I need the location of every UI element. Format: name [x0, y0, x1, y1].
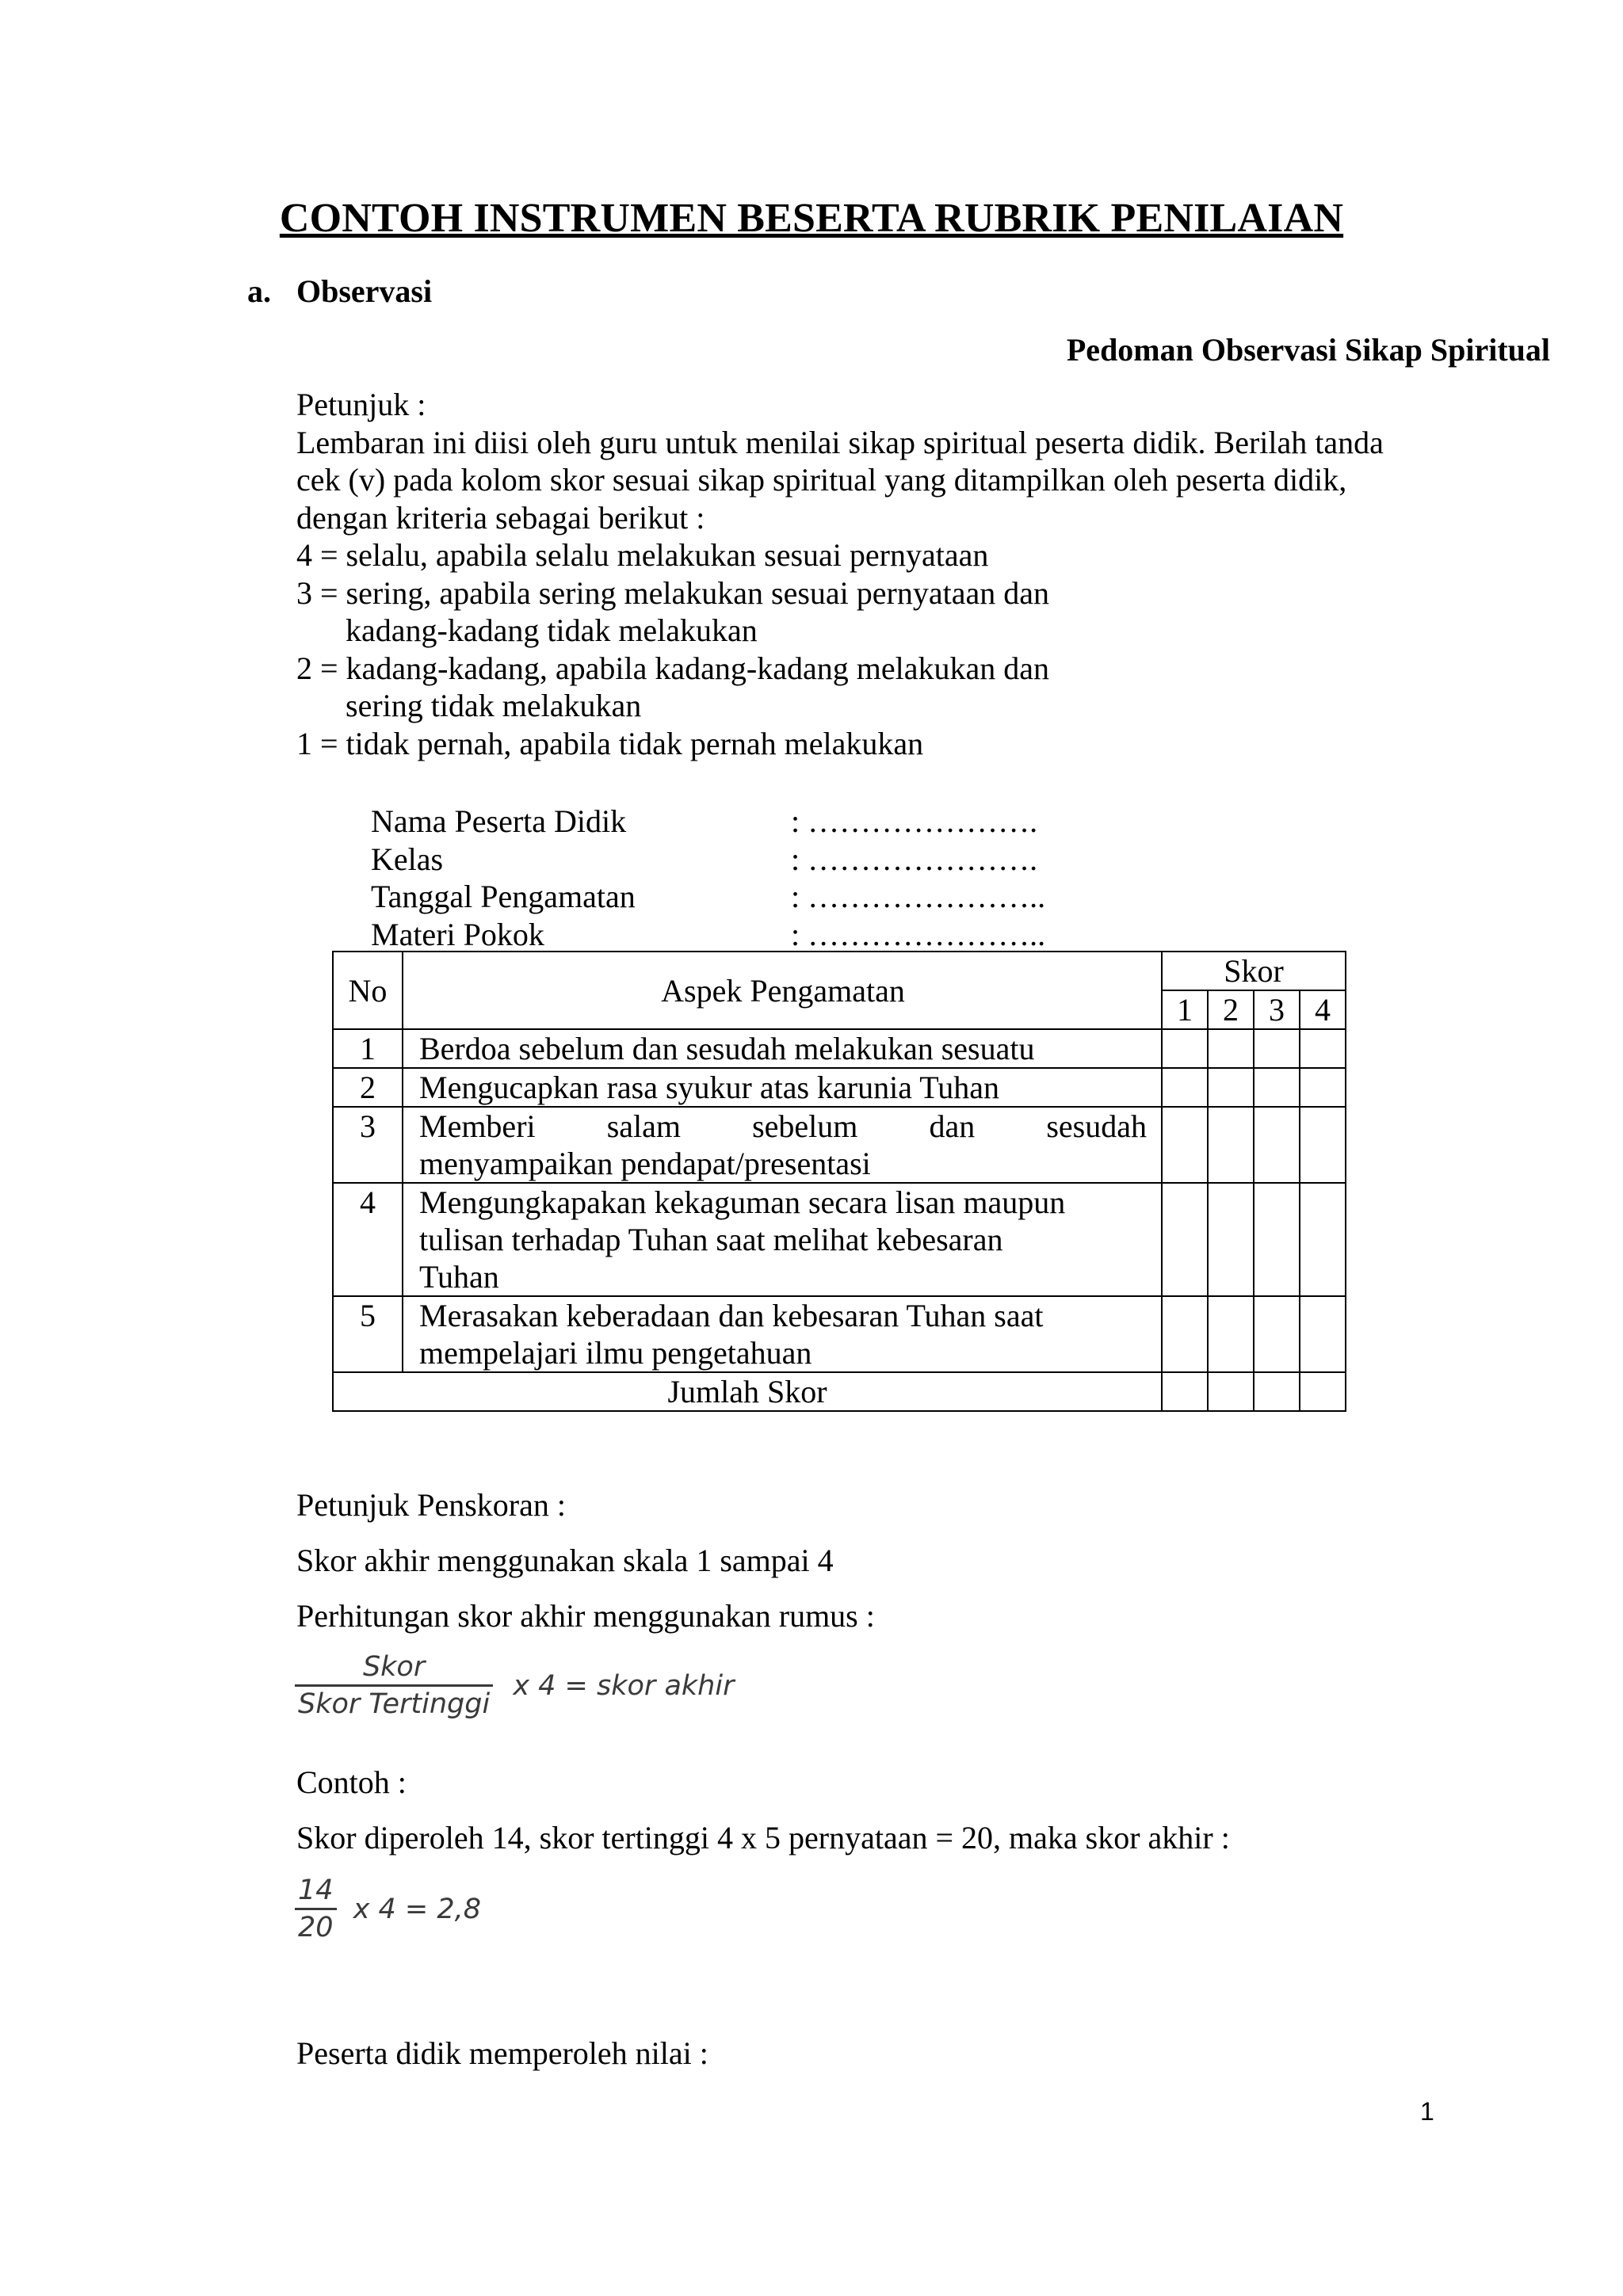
table-row [333, 1029, 1346, 1068]
row-aspek [403, 1068, 1162, 1107]
aspek-line: mempelajari ilmu pengetahuan [419, 1335, 812, 1371]
aspek-line: menyampaikan pendapat/presentasi [419, 1146, 871, 1181]
example-heading: Contoh : [296, 1764, 407, 1800]
scoring-scale: Skor akhir menggunakan skala 1 sampai 4 [296, 1543, 834, 1578]
score-cell[interactable] [1254, 1068, 1300, 1107]
example-denominator: 20 [295, 1908, 337, 1943]
formula-fraction [295, 1651, 493, 1720]
identity-fields [371, 803, 1045, 953]
score-cell[interactable] [1208, 1029, 1254, 1068]
header-skor-col: 1 [1162, 990, 1208, 1029]
field-label: Tanggal Pengamatan [371, 879, 636, 914]
row-number: 1 [333, 1029, 403, 1068]
table-row [333, 1296, 1346, 1372]
field-value: : …………………. [791, 803, 1038, 839]
table-row [333, 1068, 1346, 1107]
instructions-heading: Petunjuk : [296, 387, 426, 422]
total-score-cell[interactable] [1208, 1372, 1254, 1411]
total-score-cell[interactable] [1254, 1372, 1300, 1411]
header-skor: Skor [1162, 952, 1346, 990]
observation-table [332, 951, 1346, 1412]
row-number: 5 [333, 1296, 403, 1372]
aspek-line: Tuhan [419, 1259, 499, 1295]
field-label: Nama Peserta Didik [371, 803, 627, 839]
row-aspek [403, 1107, 1162, 1183]
field-value: : …………………. [791, 841, 1038, 877]
instructions-block [296, 386, 1384, 762]
field-row [371, 878, 1045, 916]
total-score-cell[interactable] [1300, 1372, 1346, 1411]
instructions-line: Lembaran ini diisi oleh guru untuk menilai sikap spiritual peserta didik. Berilah tanda [296, 424, 1384, 460]
score-cell[interactable] [1208, 1183, 1254, 1296]
table-footer-row [333, 1372, 1346, 1411]
row-number: 3 [333, 1107, 403, 1183]
score-cell[interactable] [1300, 1183, 1346, 1296]
section-subtitle: Pedoman Observasi Sikap Spiritual [1066, 332, 1550, 368]
section-label: Observasi [296, 273, 433, 309]
formula-rest: x 4 = skor akhir [513, 1669, 735, 1702]
score-cell[interactable] [1208, 1107, 1254, 1183]
result-text: Peserta didik memperoleh nilai : [296, 2035, 708, 2071]
score-cell[interactable] [1162, 1068, 1208, 1107]
row-number: 2 [333, 1068, 403, 1107]
score-cell[interactable] [1300, 1068, 1346, 1107]
field-row [371, 803, 1045, 841]
field-label: Kelas [371, 841, 444, 877]
formula-equation [295, 1651, 734, 1720]
row-aspek [403, 1296, 1162, 1372]
score-cell[interactable] [1300, 1107, 1346, 1183]
aspek-line: Mengucapkan rasa syukur atas karunia Tuhan [419, 1070, 1000, 1105]
score-cell[interactable] [1162, 1107, 1208, 1183]
criteria-line: 2 = kadang-kadang, apabila kadang-kadang melakukan dan [296, 650, 1049, 686]
score-cell[interactable] [1162, 1029, 1208, 1068]
aspek-line: tulisan terhadap Tuhan saat melihat kebesaran [419, 1222, 1003, 1257]
row-aspek [403, 1029, 1162, 1068]
row-number: 4 [333, 1183, 403, 1296]
table-row [333, 1183, 1346, 1296]
aspek-line: Mengungkapakan kekaguman secara lisan maupun [419, 1184, 1066, 1220]
header-skor-col: 4 [1300, 990, 1346, 1029]
document-title: CONTOH INSTRUMEN BESERTA RUBRIK PENILAIAN [279, 196, 1344, 241]
criteria-line: sering tidak melakukan [346, 688, 642, 723]
page-number: 1 [1420, 2097, 1434, 2126]
field-row [371, 841, 1045, 879]
field-value: : ………………….. [791, 916, 1046, 952]
header-aspek: Aspek Pengamatan [403, 952, 1162, 1029]
score-cell[interactable] [1300, 1296, 1346, 1372]
score-cell[interactable] [1254, 1029, 1300, 1068]
example-equation [295, 1875, 481, 1943]
total-score-cell[interactable] [1162, 1372, 1208, 1411]
section-heading [247, 273, 432, 310]
score-cell[interactable] [1208, 1068, 1254, 1107]
criteria-line: kadang-kadang tidak melakukan [346, 612, 758, 648]
table-header-row [333, 952, 1346, 990]
header-skor-col: 3 [1254, 990, 1300, 1029]
table-row [333, 1107, 1346, 1183]
total-score-label: Jumlah Skor [333, 1372, 1162, 1411]
criteria-line: 1 = tidak pernah, apabila tidak pernah melakukan [296, 725, 924, 761]
score-cell[interactable] [1208, 1296, 1254, 1372]
formula-denominator: Skor Tertinggi [295, 1684, 493, 1720]
score-cell[interactable] [1254, 1183, 1300, 1296]
formula-intro: Perhitungan skor akhir menggunakan rumus : [296, 1598, 875, 1634]
score-cell[interactable] [1254, 1107, 1300, 1183]
field-row [371, 916, 1045, 954]
instructions-line: dengan kriteria sebagai berikut : [296, 499, 705, 536]
header-no: No [333, 952, 403, 1029]
score-cell[interactable] [1300, 1029, 1346, 1068]
row-aspek [403, 1183, 1162, 1296]
field-value: : ………………….. [791, 879, 1046, 914]
example-fraction [295, 1875, 337, 1943]
score-cell[interactable] [1162, 1296, 1208, 1372]
scoring-heading: Petunjuk Penskoran : [296, 1487, 566, 1523]
example-numerator: 14 [298, 1875, 334, 1906]
aspek-line: Berdoa sebelum dan sesudah melakukan sesuatu [419, 1031, 1035, 1066]
example-rest: x 4 = 2,8 [353, 1893, 482, 1925]
score-cell[interactable] [1162, 1183, 1208, 1296]
criteria-line: 4 = selalu, apabila selalu melakukan sesuai pernyataan [296, 537, 989, 573]
field-label: Materi Pokok [371, 916, 544, 952]
score-cell[interactable] [1254, 1296, 1300, 1372]
example-text: Skor diperoleh 14, skor tertinggi 4 x 5 pernyataan = 20, maka skor akhir : [296, 1820, 1230, 1855]
aspek-line: Merasakan keberadaan dan kebesaran Tuhan saat [419, 1298, 1044, 1333]
instructions-line: cek (v) pada kolom skor sesuai sikap spiritual yang ditampilkan oleh peserta didik, [296, 462, 1347, 498]
header-skor-col: 2 [1208, 990, 1254, 1029]
formula-numerator: Skor [362, 1651, 426, 1683]
section-marker: a. [247, 273, 271, 309]
criteria-line: 3 = sering, apabila sering melakukan sesuai pernyataan dan [296, 574, 1049, 611]
aspek-line: Memberi salam sebelum dan sesudah [419, 1108, 1147, 1144]
